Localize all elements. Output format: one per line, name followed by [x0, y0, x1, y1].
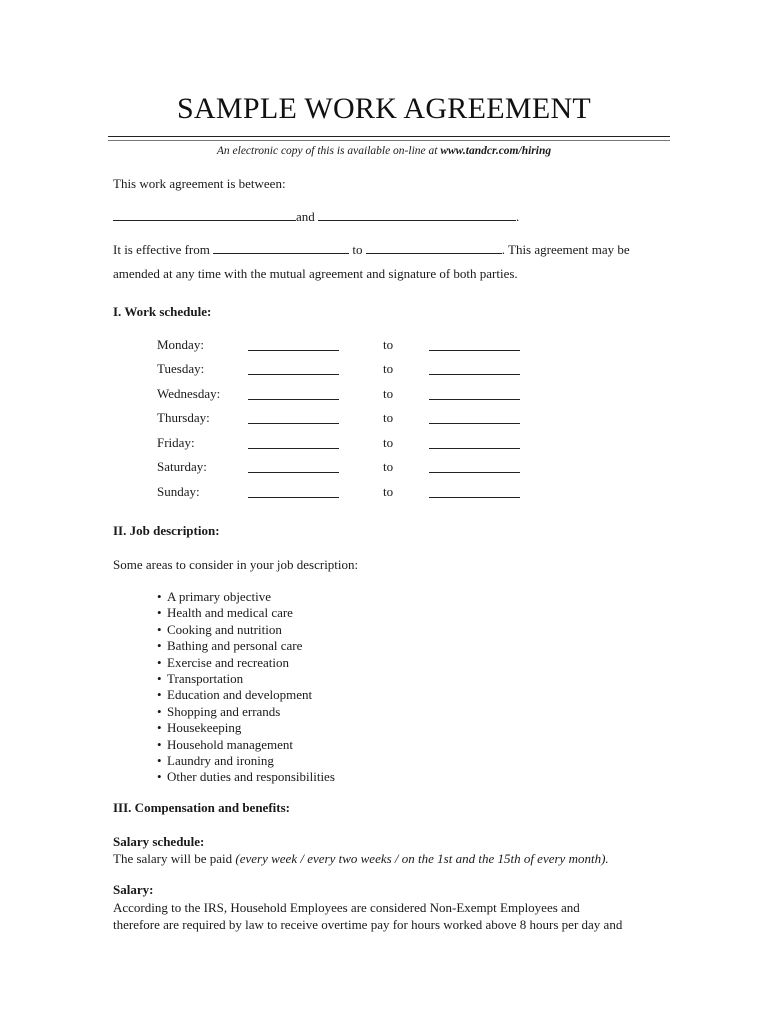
day-label: Sunday:	[157, 484, 200, 499]
list-item	[157, 753, 335, 769]
and-label: and	[296, 209, 315, 224]
bullet-dot: •	[157, 720, 162, 736]
end-time-blank[interactable]	[429, 399, 520, 400]
list-item	[157, 622, 335, 638]
salary-schedule-lead: The salary will be paid	[113, 851, 236, 866]
list-item	[157, 671, 335, 687]
job-description-intro: Some areas to consider in your job description:	[113, 557, 359, 572]
parties-line	[113, 208, 519, 225]
list-item-text: Bathing and personal care	[167, 638, 303, 654]
list-item-text: A primary objective	[167, 589, 271, 604]
day-label: Wednesday:	[157, 386, 221, 401]
schedule-row-monday	[157, 337, 537, 355]
start-time-blank[interactable]	[248, 423, 339, 424]
bullet-dot: •	[157, 736, 162, 752]
list-item-text: Cooking and nutrition	[167, 621, 282, 637]
to-label: to	[383, 386, 394, 401]
day-label: Saturday:	[157, 459, 207, 474]
list-item	[157, 769, 335, 785]
to-label: to	[383, 410, 394, 425]
list-item	[157, 737, 335, 753]
salary-schedule-text	[113, 851, 609, 867]
period-mark: .	[516, 209, 520, 224]
bullet-dot: •	[157, 605, 162, 621]
list-item	[157, 720, 335, 736]
list-item-text: Exercise and recreation	[167, 654, 289, 670]
schedule-row-sunday	[157, 484, 537, 502]
schedule-row-friday	[157, 435, 537, 453]
to-label: to	[383, 435, 394, 450]
end-time-blank[interactable]	[429, 472, 520, 473]
start-time-blank[interactable]	[248, 472, 339, 473]
salary-line-2: therefore are required by law to receive overtime pay for hours worked above 8 hours per day and	[113, 917, 623, 932]
effective-end-blank[interactable]	[366, 241, 502, 254]
bullet-dot: •	[157, 703, 162, 719]
list-item-text: Shopping and errands	[167, 703, 281, 719]
list-item	[157, 605, 335, 621]
amend-tail: . This agreement may be	[501, 242, 630, 257]
compensation-heading: III. Compensation and benefits:	[113, 800, 290, 815]
party-one-blank[interactable]	[113, 208, 296, 221]
bullet-dot: •	[157, 687, 162, 703]
to-label: to	[383, 361, 394, 376]
effective-start-blank[interactable]	[213, 241, 349, 254]
start-time-blank[interactable]	[248, 448, 339, 449]
list-item-text: Health and medical care	[167, 605, 293, 621]
title-divider-thin	[108, 140, 670, 141]
list-item-text: Transportation	[167, 670, 244, 686]
start-time-blank[interactable]	[248, 350, 339, 351]
subtitle-text: An electronic copy of this is available on-line at	[216, 145, 441, 157]
list-item-text: Laundry and ironing	[167, 752, 274, 768]
end-time-blank[interactable]	[429, 350, 520, 351]
effective-from-label: It is effective from	[113, 242, 210, 257]
list-item	[157, 638, 335, 654]
amended-line: amended at any time with the mutual agreement and signature of both parties.	[113, 266, 518, 281]
list-item	[157, 687, 335, 703]
day-label: Tuesday:	[157, 361, 205, 376]
schedule-row-saturday	[157, 459, 537, 477]
list-item	[157, 655, 335, 671]
salary-schedule-options: (every week / every two weeks / on the 1st and the 15th of every month).	[235, 851, 609, 866]
start-time-blank[interactable]	[248, 497, 339, 498]
end-time-blank[interactable]	[429, 497, 520, 498]
effective-to-label: to	[352, 242, 363, 257]
salary-schedule-heading: Salary schedule:	[113, 834, 205, 849]
to-label: to	[383, 459, 394, 474]
bullet-dot: •	[157, 638, 162, 654]
day-label: Monday:	[157, 337, 204, 352]
job-description-heading: II. Job description:	[113, 523, 220, 538]
list-item-text: Other duties and responsibilities	[167, 769, 335, 785]
subtitle	[0, 145, 768, 157]
start-time-blank[interactable]	[248, 374, 339, 375]
work-schedule-heading: I. Work schedule:	[113, 304, 212, 319]
bullet-dot: •	[157, 589, 162, 604]
schedule-row-thursday	[157, 410, 537, 428]
end-time-blank[interactable]	[429, 374, 520, 375]
list-item	[157, 589, 335, 605]
salary-line-1: According to the IRS, Household Employees are considered Non-Exempt Employees and	[113, 900, 580, 915]
to-label: to	[383, 337, 394, 352]
bullet-dot: •	[157, 752, 162, 768]
schedule-row-wednesday	[157, 386, 537, 404]
to-label: to	[383, 484, 394, 499]
start-time-blank[interactable]	[248, 399, 339, 400]
list-item-text: Household management	[167, 736, 293, 752]
salary-heading: Salary:	[113, 882, 154, 897]
party-two-blank[interactable]	[318, 208, 516, 221]
title-divider	[108, 136, 670, 137]
day-label: Thursday:	[157, 410, 210, 425]
list-item	[157, 704, 335, 720]
bullet-dot: •	[157, 621, 162, 637]
job-areas-list	[157, 589, 335, 786]
bullet-dot: •	[157, 670, 162, 686]
effective-line	[113, 241, 630, 258]
end-time-blank[interactable]	[429, 448, 520, 449]
day-label: Friday:	[157, 435, 195, 450]
list-item-text: Education and development	[167, 687, 313, 703]
subtitle-link[interactable]: www.tandcr.com/hiring	[440, 145, 552, 157]
intro-text: This work agreement is between:	[113, 176, 286, 191]
document-title: SAMPLE WORK AGREEMENT	[176, 92, 592, 125]
bullet-dot: •	[157, 769, 162, 785]
bullet-dot: •	[157, 654, 162, 670]
end-time-blank[interactable]	[429, 423, 520, 424]
schedule-row-tuesday	[157, 361, 537, 379]
salary-paragraph	[113, 899, 673, 933]
list-item-text: Housekeeping	[167, 720, 242, 736]
